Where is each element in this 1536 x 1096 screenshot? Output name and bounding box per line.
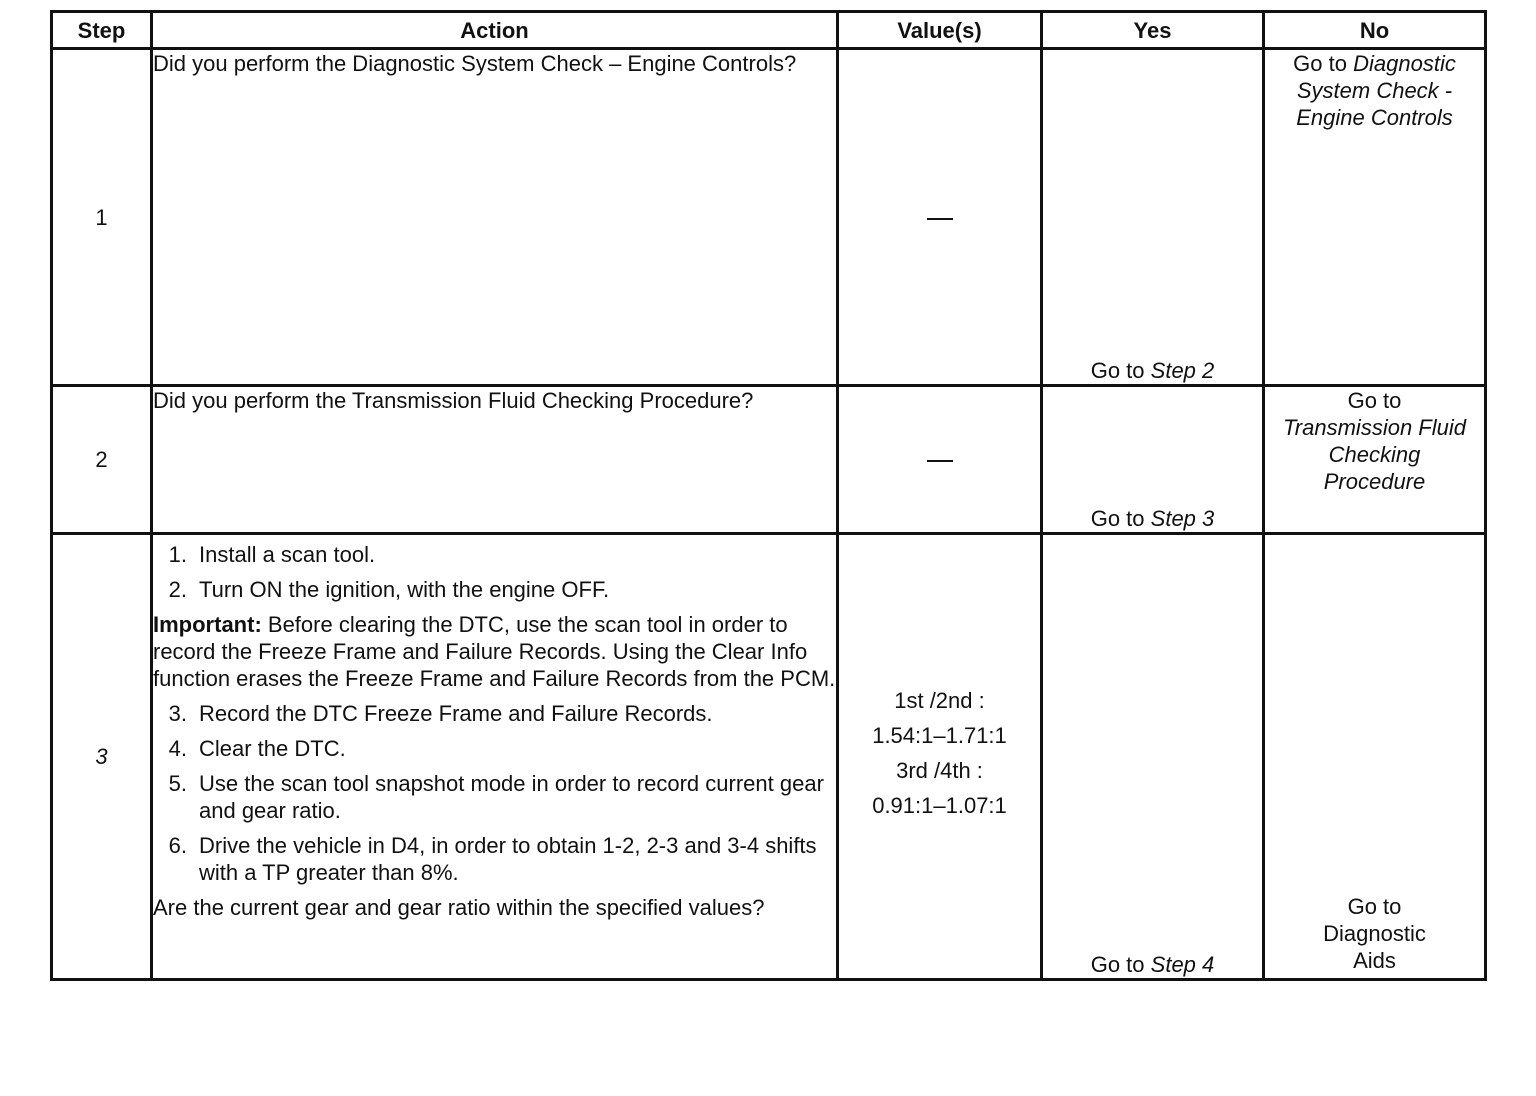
important-note: [153, 611, 836, 692]
item-text: Record the DTC Freeze Frame and Failure Records.: [199, 701, 713, 726]
item-number: 6.: [168, 833, 187, 858]
header-no: No: [1264, 12, 1486, 49]
value-line: 3rd /4th :: [896, 757, 983, 783]
step-number: 3: [52, 534, 152, 980]
yes-cell: [1042, 386, 1264, 534]
step-list-a: [153, 541, 836, 603]
diagnostic-table: [50, 10, 1487, 981]
step-list-b: [153, 700, 836, 886]
list-item: [153, 576, 836, 603]
yes-prefix: Go to: [1090, 358, 1145, 383]
no-prefix: Go to: [1347, 388, 1402, 413]
yes-cell: [1042, 49, 1264, 386]
value-cell: [838, 534, 1042, 980]
yes-prefix: Go to: [1090, 952, 1145, 977]
no-link[interactable]: Diagnostic System Check - Engine Controls: [1296, 51, 1456, 130]
no-cell: [1264, 534, 1486, 980]
list-item: [153, 832, 836, 886]
header-step: Step: [52, 12, 152, 49]
value-line: 1.54:1–1.71:1: [872, 722, 1007, 748]
no-cell: [1264, 386, 1486, 534]
yes-prefix: Go to: [1090, 506, 1145, 531]
value-line: 1st /2nd :: [894, 687, 985, 713]
action-cell: [152, 534, 838, 980]
no-link[interactable]: Go to Diagnostic Aids: [1323, 894, 1426, 973]
action-question: Did you perform the Diagnostic System Check – Engine Controls?: [152, 49, 838, 386]
yes-link[interactable]: Step 2: [1150, 358, 1215, 383]
important-label: Important:: [153, 612, 262, 637]
list-item: [153, 541, 836, 568]
table-row: [52, 49, 1486, 386]
list-item: [153, 700, 836, 727]
header-values: Value(s): [838, 12, 1042, 49]
item-text: Turn ON the ignition, with the engine OFF.: [199, 577, 610, 602]
header-yes: Yes: [1042, 12, 1264, 49]
step-number: 1: [52, 49, 152, 386]
em-dash: [927, 218, 953, 220]
no-cell: [1264, 49, 1486, 386]
value-line: 0.91:1–1.07:1: [872, 792, 1007, 818]
item-text: Install a scan tool.: [199, 542, 376, 567]
header-action: Action: [152, 12, 838, 49]
item-number: 3.: [168, 701, 187, 726]
item-text: Use the scan tool snapshot mode in order to record current gear and gear ratio.: [199, 771, 824, 823]
yes-cell: [1042, 534, 1264, 980]
item-text: Drive the vehicle in D4, in order to obtain 1-2, 2-3 and 3-4 shifts with a TP greater than 8%.: [199, 833, 817, 885]
list-item: [153, 770, 836, 824]
header-row: [52, 12, 1486, 49]
value-cell: [838, 386, 1042, 534]
list-item: [153, 735, 836, 762]
no-link[interactable]: Transmission Fluid Checking Procedure: [1283, 415, 1466, 494]
item-number: 4.: [168, 736, 187, 761]
step-number: 2: [52, 386, 152, 534]
table-row: [52, 534, 1486, 980]
yes-link[interactable]: Step 4: [1150, 952, 1215, 977]
action-question: Are the current gear and gear ratio within the specified values?: [153, 895, 765, 920]
yes-link[interactable]: Step 3: [1150, 506, 1215, 531]
no-prefix: Go to: [1293, 51, 1347, 76]
table-row: [52, 386, 1486, 534]
value-cell: [838, 49, 1042, 386]
action-question: Did you perform the Transmission Fluid Checking Procedure?: [152, 386, 838, 534]
item-number: 2.: [168, 577, 187, 602]
em-dash: [927, 460, 953, 462]
item-number: 5.: [168, 771, 187, 796]
item-number: 1.: [168, 542, 187, 567]
item-text: Clear the DTC.: [199, 736, 346, 761]
important-text: Before clearing the DTC, use the scan tool in order to record the Freeze Frame and Failure Records. Using the Clear Info function erases the Freeze Frame and Failure Records from the PCM.: [153, 612, 836, 691]
